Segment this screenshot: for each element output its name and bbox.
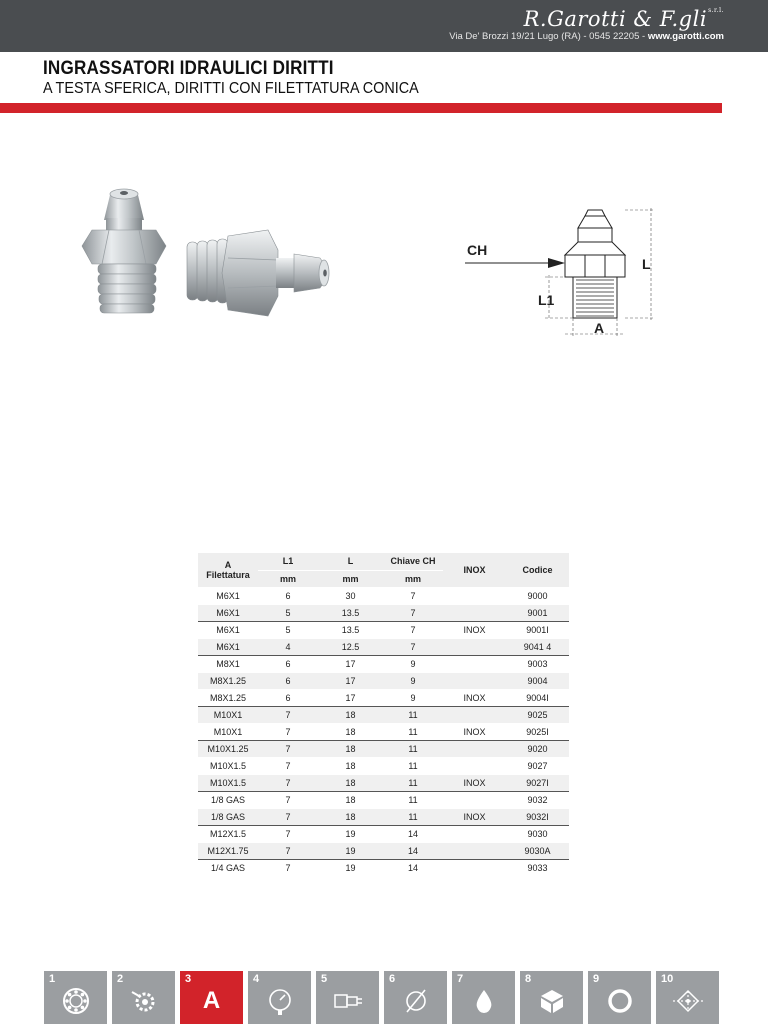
cell-ch: 14 [383,825,443,842]
table-row [198,825,569,842]
letter-a-icon: A [202,987,221,1014]
cell-codice: 9004 [506,672,569,689]
cell-codice: 9030A [506,842,569,859]
technical-drawing [460,200,670,340]
cell-l1: 7 [258,825,318,842]
label-l: L [642,256,651,272]
cell-inox: INOX [443,808,506,825]
tab-2[interactable]: 2 [112,971,175,1024]
cell-a: M10X1.25 [198,740,258,757]
cell-inox [443,791,506,808]
header-codice: Codice [506,553,569,587]
valve-icon [656,984,719,1018]
oring-icon [588,984,651,1018]
cell-l1: 7 [258,808,318,825]
cell-inox [443,672,506,689]
unit-ch: mm [383,570,443,587]
page-subtitle: A TESTA SFERICA, DIRITTI CON FILETTATURA CONICA [43,80,419,97]
table-row [198,757,569,774]
cell-inox [443,825,506,842]
cell-l: 18 [318,740,383,757]
cell-a: M8X1.25 [198,689,258,706]
cell-codice: 9027 [506,757,569,774]
cell-codice: 9030 [506,825,569,842]
cell-ch: 7 [383,638,443,655]
cell-a: M6X1 [198,621,258,638]
cell-codice: 9025 [506,706,569,723]
cell-a: M8X1.25 [198,672,258,689]
unit-l: mm [318,570,383,587]
table-row [198,859,569,876]
cell-l: 17 [318,672,383,689]
cell-l1: 7 [258,774,318,791]
cell-inox [443,842,506,859]
cell-inox [443,859,506,876]
cell-ch: 9 [383,672,443,689]
table-row [198,706,569,723]
cell-inox [443,587,506,604]
cell-codice: 9003 [506,655,569,672]
table-row [198,672,569,689]
cell-l1: 6 [258,672,318,689]
bearing-icon [44,984,107,1018]
gear-chain-icon [112,984,175,1018]
cell-a: 1/8 GAS [198,791,258,808]
cell-inox [443,638,506,655]
box-icon [520,984,583,1018]
table-row [198,740,569,757]
cell-inox: INOX [443,723,506,740]
website-link[interactable]: www.garotti.com [647,31,724,42]
cell-a: M6X1 [198,604,258,621]
tab-5[interactable]: 5 [316,971,379,1024]
cell-l1: 7 [258,842,318,859]
fitting-upright [82,189,166,313]
table-row [198,638,569,655]
cell-l1: 7 [258,706,318,723]
cell-codice: 9025I [506,723,569,740]
table-row [198,774,569,791]
cell-l1: 5 [258,604,318,621]
cell-ch: 11 [383,723,443,740]
cell-l: 19 [318,859,383,876]
cell-codice: 9004I [506,689,569,706]
cell-ch: 11 [383,740,443,757]
cell-l1: 5 [258,621,318,638]
cell-codice: 9033 [506,859,569,876]
cell-l: 17 [318,689,383,706]
cell-l1: 7 [258,757,318,774]
cell-l1: 7 [258,859,318,876]
header-ch: Chiave CH [383,553,443,570]
cell-a: M10X1.5 [198,774,258,791]
cell-inox [443,757,506,774]
cell-inox [443,655,506,672]
cell-ch: 11 [383,757,443,774]
oil-drop-icon [452,984,515,1018]
cell-inox: INOX [443,621,506,638]
cell-a: M12X1.5 [198,825,258,842]
tab-7[interactable]: 7 [452,971,515,1024]
tab-3[interactable]: 3 A [180,971,243,1024]
cell-l: 18 [318,723,383,740]
cell-l: 18 [318,774,383,791]
table-row [198,791,569,808]
cell-codice: 9027I [506,774,569,791]
cell-inox [443,604,506,621]
header-a: A Filettatura [198,553,258,587]
cell-l1: 6 [258,655,318,672]
cell-inox [443,706,506,723]
cell-ch: 7 [383,621,443,638]
table-row [198,689,569,706]
top-bar [0,0,768,52]
cell-l: 18 [318,808,383,825]
cell-l: 30 [318,587,383,604]
cell-ch: 11 [383,808,443,825]
header-l: L [318,553,383,570]
table-row [198,604,569,621]
cell-a: M10X1.5 [198,757,258,774]
page-title: INGRASSATORI IDRAULICI DIRITTI [43,58,334,79]
cell-codice: 9041 4 [506,638,569,655]
spec-table [198,553,569,877]
cell-a: 1/8 GAS [198,808,258,825]
cell-codice: 9020 [506,740,569,757]
header-inox: INOX [443,553,506,587]
cell-codice: 9032 [506,791,569,808]
cell-l1: 7 [258,740,318,757]
coupling-icon [316,984,379,1018]
diameter-icon [384,984,447,1018]
gauge-icon [248,984,311,1018]
cell-a: 1/4 GAS [198,859,258,876]
cell-inox: INOX [443,774,506,791]
cell-codice: 9000 [506,587,569,604]
table-row [198,621,569,638]
fitting-lying [187,230,329,316]
cell-ch: 11 [383,706,443,723]
tab-4[interactable]: 4 [248,971,311,1024]
tab-8[interactable]: 8 [520,971,583,1024]
cell-ch: 9 [383,689,443,706]
table-row [198,842,569,859]
cell-codice: 9032I [506,808,569,825]
cell-l1: 6 [258,689,318,706]
table-row [198,808,569,825]
cell-inox: INOX [443,689,506,706]
cell-l: 18 [318,706,383,723]
category-tabs [44,971,724,1024]
cell-l1: 4 [258,638,318,655]
tab-1[interactable]: 1 [44,971,107,1024]
cell-a: M10X1 [198,706,258,723]
cell-l: 19 [318,842,383,859]
cell-ch: 7 [383,604,443,621]
brand-logo: R.Garotti & F.gli$^{s.r.l.}$ [523,7,724,31]
table-row [198,587,569,604]
cell-a: M8X1 [198,655,258,672]
label-ch: CH [467,242,488,258]
label-a: A [594,320,605,336]
cell-a: M12X1.75 [198,842,258,859]
unit-l1: mm [258,570,318,587]
cell-l: 19 [318,825,383,842]
table-row [198,723,569,740]
cell-l: 18 [318,757,383,774]
cell-l1: 7 [258,723,318,740]
product-photo [32,150,337,365]
cell-ch: 7 [383,587,443,604]
cell-ch: 9 [383,655,443,672]
title-divider [0,103,722,113]
cell-l: 13.5 [318,604,383,621]
cell-l: 13.5 [318,621,383,638]
cell-ch: 14 [383,842,443,859]
cell-l: 12.5 [318,638,383,655]
cell-a: M10X1 [198,723,258,740]
cell-ch: 11 [383,791,443,808]
header-l1: L1 [258,553,318,570]
tab-9[interactable]: 9 [588,971,651,1024]
cell-l1: 7 [258,791,318,808]
cell-l: 18 [318,791,383,808]
cell-a: M6X1 [198,638,258,655]
company-address: Via De' Brozzi 19/21 Lugo (RA) - 0545 22205 - www.garotti.com [449,31,724,42]
label-l1: L1 [538,292,555,308]
cell-ch: 11 [383,774,443,791]
table-row [198,655,569,672]
tab-10[interactable]: 10 [656,971,719,1024]
cell-codice: 9001 [506,604,569,621]
cell-l: 17 [318,655,383,672]
cell-inox [443,740,506,757]
tab-6[interactable]: 6 [384,971,447,1024]
cell-ch: 14 [383,859,443,876]
cell-l1: 6 [258,587,318,604]
cell-codice: 9001I [506,621,569,638]
cell-a: M6X1 [198,587,258,604]
